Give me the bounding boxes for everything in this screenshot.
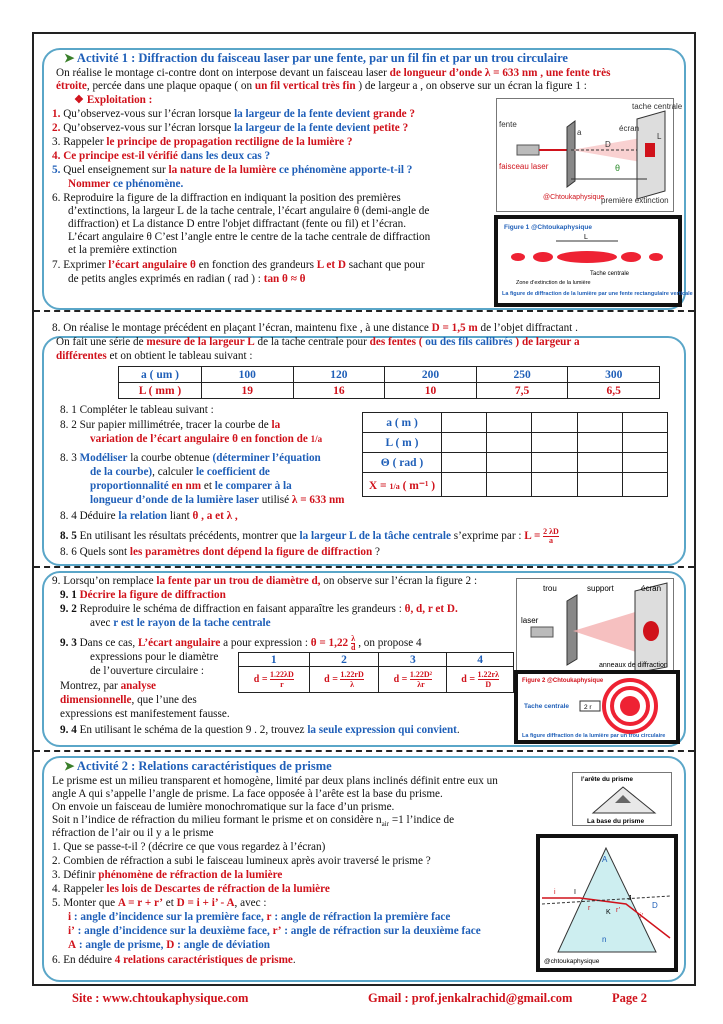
fig1b-center-label: Tache centrale [590,271,630,277]
fig2b-center-label: Tache centrale [524,703,570,710]
fig1-label-laser: faisceau laser [499,162,549,171]
activity2-i1: 1. Que se passe-t-il ? (décrire ce que vous regardez à l’écran) [52,841,326,853]
fig1-watermark: @Chtoukaphysique [543,194,605,201]
q9-3d: expressions pour le diamètre [90,651,219,663]
activity2-legend-2: i’ : angle d’incidence sur la deuxième face, r’ : angle de réfraction sur la deuxième face [68,925,481,937]
q8-line3: différentes et on obtient le tableau suivant : [56,350,253,362]
prism2-J: J [628,895,632,902]
figure1-setup-svg [497,99,683,211]
q9-3e: de l’ouverture circulaire : [90,665,204,677]
expr-head-4: 4 [447,653,514,667]
table-L-4: 6,5 [568,383,660,399]
table-a-4: 300 [568,367,660,383]
figure1-pattern-svg [498,219,693,303]
activity1-intro-1: On réalise le montage ci-contre dont on interpose devant un faisceau laser de longueur d’onde λ = 633 nm , une fente très [56,67,611,79]
fig2b-r-label: 2 r [584,704,592,711]
fig1b-title: Figure 1 @Chtoukaphysique [504,224,592,231]
q9-3-num: λ [351,634,356,643]
exploitation-heading: ❖ Exploitation : [74,94,153,106]
fig1-label-ecran: écran [619,124,640,133]
fig1b-caption: La figure de diffraction de la lumière par une fente rectangulaire verticale [502,291,693,297]
q9-3: 9. 3 Dans ce cas, L’écart angulaire a pour expression : θ = 1,22 $\frac{\lambda}{d}$ , on propose 4 [60,634,422,652]
fig2b-title: Figure 2 @Chtoukaphysique [522,678,604,684]
expr-3: d = $\frac{\text{1.22D²}}{\lambda r}$ [379,667,447,693]
prism-figure-2-svg [540,838,674,968]
table-L-0: 19 [202,383,294,399]
slit-plate [567,121,575,187]
q8-3b: de la courbe), calculer le coefficient de [90,466,270,478]
activity2-p3: On envoie un faisceau de lumière monochromatique sur la face d’un prisme. [52,801,395,813]
central-fringe [557,251,617,263]
prism2-watermark: @chtoukaphysique [544,958,600,965]
table-a-2: 200 [385,367,477,383]
prism-figure-1 [572,772,672,826]
question-6c: diffraction) et La distance D entre l'objet diffractant (fente ou fil) et l’écran. [68,218,407,230]
fig2-label-trou: trou [543,584,557,593]
t2-row-theta: Θ ( rad ) [363,453,442,473]
diffraction-cone-2 [573,609,645,655]
table-L-label: L ( mm ) [119,383,202,399]
q9-3-den: d [350,643,356,652]
question-4: 4. Ce principe est-il vérifié dans les deux cas ? [52,150,271,162]
footer-site[interactable]: Site : www.chtoukaphysique.com [72,991,249,1005]
activity2-p1: Le prisme est un milieu transparent et homogène, limité par deux plans inclinés définit entre eux un [52,775,498,787]
question-6e: et la première extinction [68,244,178,256]
fringe-left-2 [511,253,525,261]
activity2-i6: 6. En déduire 4 relations caractéristiques de prisme. [52,954,296,966]
activity1-title: Activité 1 : Diffraction du faisceau laser par une fente, par un fil fin et par un trou circulaire [76,51,568,65]
bullet-icon: ➤ [64,51,75,65]
activity2-legend-1: i : angle d’incidence sur la première face, r : angle de réfraction la première face [68,911,451,923]
central-spot [645,143,655,157]
activity1-title-row [64,52,568,65]
table-a-0: 100 [202,367,294,383]
table-row-L [119,383,660,399]
prism2-r: r [588,905,591,912]
table-a-3: 250 [476,367,568,383]
activity2-i3: 3. Définir phénomène de réfraction de la lumière [52,869,283,881]
prism-figure-1-svg [573,773,671,825]
t2-row-X: X = 1/a ( m⁻¹ ) [363,473,442,497]
fig2-label-laser: laser [521,616,539,625]
central-disk-2 [620,696,640,716]
figure2-setup-svg [517,579,673,673]
q8-5-num: 2 λD [543,527,559,536]
bullet-icon-2: ➤ [64,759,75,773]
central-disk [643,621,659,641]
expr-head-1: 1 [239,653,310,667]
figure1-setup [496,98,683,212]
q9-2: 9. 2 Reproduire le schéma de diffraction en faisant apparaître les grandeurs : θ, d, r et D. [60,603,458,615]
activity2-legend-3: A : angle de prisme, D : angle de déviation [68,939,271,951]
figure1-pattern [494,215,693,307]
activity1-intro-2: étroite, percée dans une plaque opaque ( on un fil vertical très fin ) de largeur a , on observe sur un écran la figure 1 : [56,80,587,92]
measurement-table [118,366,660,399]
question-6a: 6. Reproduire la figure de la diffraction en indiquant la position des premières [52,192,401,204]
fringe-left-1 [533,252,553,262]
footer-gmail[interactable]: Gmail : prof.jenkalrachid@gmail.com [368,991,573,1005]
expr-row [239,667,514,693]
question-7b: de petits angles exprimés en radian ( rad ) : tan θ ≈ θ [68,273,306,285]
prism2-ip: i’ [640,913,644,920]
fig1-label-tache: tache centrale [632,102,683,111]
q8-line1: 8. On réalise le montage précédent en plaçant l’écran, maintenu fixe , à une distance D = 1,5 m de l’objet diffractant . [52,322,578,334]
expr-2: d = $\frac{1.22rD}{\lambda}$ [309,667,379,693]
expr-1: d = $\frac{1.22\lambda D}{r}$ [239,667,310,693]
figure2-pattern [514,670,680,744]
q9-4: 9. 4 En utilisant le schéma de la question 9 . 2, trouvez la seule expression qui convient. [60,724,460,736]
t2-row-L: L ( m ) [363,433,442,453]
prism2-n: n [602,935,607,944]
footer-page: Page 2 [612,991,648,1005]
q8-4: 8. 4 Déduire la relation liant θ , a et λ , [60,510,238,522]
question-5b: Nommer ce phénomène. [68,178,184,190]
table-L-1: 16 [293,383,385,399]
compute-table [362,412,668,497]
page-frame [32,32,696,986]
prism2-i: i [554,889,556,896]
q8-6: 8. 6 Quels sont les paramètres dont dépend la figure de diffraction ? [60,546,380,558]
prism-figure-2 [536,834,678,972]
expressions-table [238,652,514,693]
prism2-I: I [574,889,576,896]
fig1b-L: L [584,234,588,241]
activity2-i4: 4. Rappeler les lois de Descartes de réfraction de la lumière [52,883,330,895]
hole-plate [567,595,577,665]
q9-3h: expressions est manifestement fausse. [60,708,230,720]
laser-body-2 [531,627,553,637]
activity2-title: Activité 2 : Relations caractéristiques de prisme [76,759,332,773]
q8-2a: 8. 2 Sur papier millimétrée, tracer la courbe de la [60,419,281,431]
activity2-p4: Soit n l’indice de réfraction du milieu formant le prisme et on considère $n_{air} =1$ l’indice de [52,814,455,829]
table-L-3: 7,5 [476,383,568,399]
question-6b: d’extinctions, la largeur L de la tache centrale, l’écart angulaire θ (demi-angle de [68,205,430,217]
q9-3f: Montrez, par analyse [60,680,157,692]
q8-3a: 8. 3 Modéliser la courbe obtenue (déterminer l’équation [60,452,321,464]
q9-2b: avec r est le rayon de la tache centrale [90,617,271,629]
question-3: 3. Rappeler le principe de propagation rectiligne de la lumière ? [52,136,353,148]
prism1-top-label: l’arête du prisme [581,776,634,783]
fig1-label-L: L [657,132,662,141]
fig2-label-ecran: écran [641,584,662,593]
q9-3g: dimensionnelle, que l’une des [60,694,197,706]
fig2-label-rings: anneaux de diffraction [599,662,668,669]
table-L-2: 10 [385,383,477,399]
activity2-title-row [64,760,332,773]
fringe-right-1 [621,252,641,262]
fig1-label-fente: fente [499,120,517,129]
question-1: 1. Qu’observez-vous sur l’écran lorsque la largeur de la fente devient grande ? [52,108,416,120]
activity2-p2: angle A qui s’appelle l’angle de prisme. La face opposée à l’arête est la base du prisme. [52,788,443,800]
activity2-p5: réfraction de l’air ou il y a le prisme [52,827,214,839]
prism1-bottom-label: La base du prisme [587,818,645,825]
table-row-a [119,367,660,383]
q8-3c: proportionnalité en nm et le comparer à la [90,480,292,492]
fig2b-caption: La figure diffraction de la lumière par un trou circulaire [522,733,666,739]
fig1-label-extinction: première extinction [601,196,669,205]
fig1-label-D: D [605,140,611,149]
prism2-K: K [606,909,611,916]
q8-3d: longueur d’onde de la lumière laser utilisé λ = 633 nm [90,494,345,506]
q8-5: 8. 5 En utilisant les résultats précédents, montrer que la largeur L de la tâche centrale s’exprime par : L = $\frac{2 \lambda D}{a}$ [60,527,559,545]
question-2: 2. Qu’observez-vous sur l’écran lorsque la largeur de la fente devient petite ? [52,122,409,134]
separator-3 [34,750,694,752]
prism2-A: A [602,855,608,864]
prism2-rp: r’ [616,907,621,914]
q8-5-den: a [548,536,553,545]
fig2-label-support: support [587,584,614,593]
table-a-label: a ( um ) [119,367,202,383]
q8-2b: variation de l’écart angulaire θ en fonction de 1/a [90,433,323,445]
question-7: 7. Exprimer l’écart angulaire θ en fonction des grandeurs L et D sachant que pour [52,259,425,271]
fig1-label-theta: θ [615,163,621,173]
table-a-1: 120 [293,367,385,383]
activity2-i2: 2. Combien de réfraction a subi le faisceau lumineux après avoir traversé le prisme ? [52,855,431,867]
expr-4: d = $\frac{1.22r\lambda}{D}$ [447,667,514,693]
question-5: 5. Quel enseignement sur la nature de la lumière ce phénomène apporte-t-il ? [52,164,413,176]
expr-head-3: 3 [379,653,447,667]
figure2-setup [516,578,674,674]
separator-2 [34,566,694,568]
fig1b-zone-label: Zone d’extinction de la lumière [516,280,591,286]
figure2-pattern-svg [518,674,676,740]
q8-line2: On fait une série de mesure de la largeur L de la tache centrale pour des fentes ( ou des fils calibrés ) de largeur a [56,336,580,348]
prism2-D: D [652,901,658,910]
q8-1: 8. 1 Compléter le tableau suivant : [60,404,214,416]
t2-row-a: a ( m ) [363,413,442,433]
expr-head-2: 2 [309,653,379,667]
q9-line1: 9. Lorsqu’on remplace la fente par un trou de diamètre d, on observe sur l’écran la figure 2 : [52,575,478,587]
diamond-icon: ❖ [74,94,85,106]
fringe-right-2 [649,253,663,261]
activity2-i5: 5. Monter que A = r + r’ et D = i + i’ - A, avec : [52,897,267,909]
laser-body [517,145,539,155]
q9-1: 9. 1 Décrire la figure de diffraction [60,589,226,601]
separator-1 [34,310,694,312]
fig1-label-a: a [577,128,582,137]
question-6d: L’écart angulaire θ C’est l’angle entre le centre de la tache centrale de diffraction [68,231,431,243]
